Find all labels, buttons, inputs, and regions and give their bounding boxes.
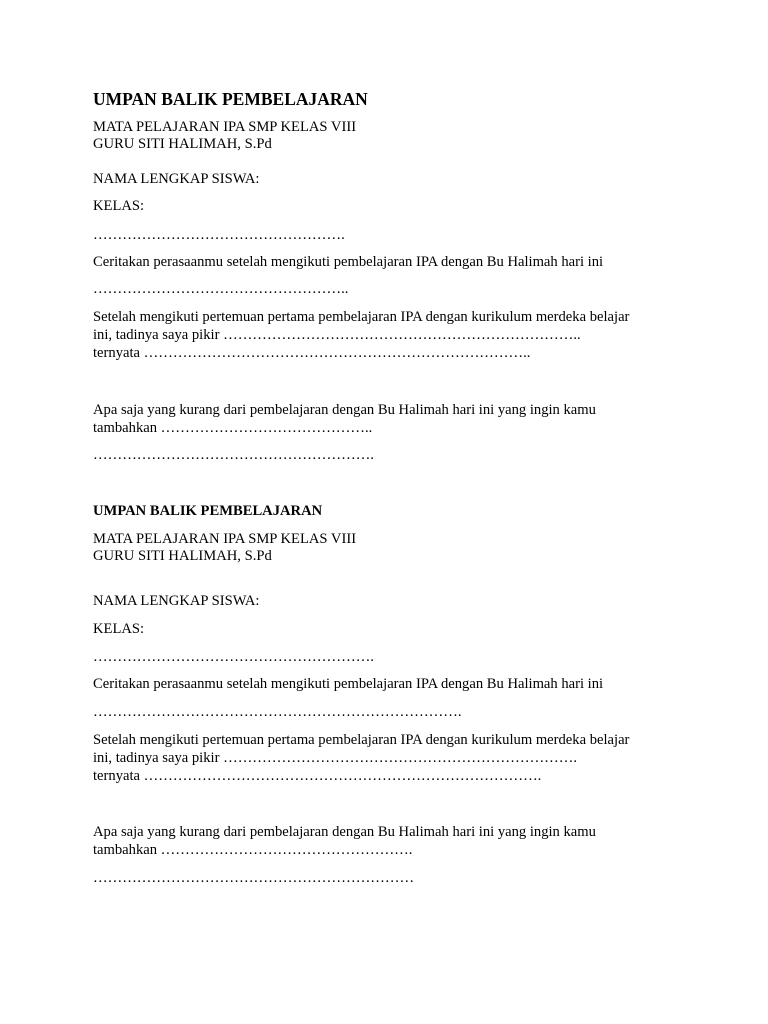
form-2-question-3-line-2: tambahkan ……………………………………………. xyxy=(93,842,413,858)
form-2-title: UMPAN BALIK PEMBELAJARAN xyxy=(93,503,323,519)
form-1-subject: MATA PELAJARAN IPA SMP KELAS VIII xyxy=(93,119,357,135)
form-2-question-3-dots: ………………………………………………………… xyxy=(93,870,415,886)
form-1-question-3-dots: …………………………………………………. xyxy=(93,447,374,463)
form-1-name-label: NAMA LENGKAP SISWA: xyxy=(93,171,260,187)
form-2-class-dots: …………………………………………………. xyxy=(93,649,374,665)
form-1-question-1-dots: …………………………………………….. xyxy=(93,281,349,297)
form-1-question-2-line-1: Setelah mengikuti pertemuan pertama pembelajaran IPA dengan kurikulum merdeka belajar xyxy=(93,309,630,325)
form-1-question-3-line-2: tambahkan …………………………………….. xyxy=(93,420,373,436)
form-2-subject: MATA PELAJARAN IPA SMP KELAS VIII xyxy=(93,531,357,547)
form-1-teacher: GURU SITI HALIMAH, S.Pd xyxy=(93,136,272,152)
form-2-name-label: NAMA LENGKAP SISWA: xyxy=(93,593,260,609)
form-2-question-1: Ceritakan perasaanmu setelah mengikuti pembelajaran IPA dengan Bu Halimah hari ini xyxy=(93,676,604,692)
form-2-question-1-dots: …………………………………………………………………. xyxy=(93,704,462,720)
form-1-class-label: KELAS: xyxy=(93,198,145,214)
form-1-title: UMPAN BALIK PEMBELAJARAN xyxy=(93,89,368,109)
form-2-question-2-line-3: ternyata ………………………………………………………………………. xyxy=(93,768,542,784)
form-1-class-dots: ……………………………………………. xyxy=(93,227,345,243)
form-1-question-1: Ceritakan perasaanmu setelah mengikuti pembelajaran IPA dengan Bu Halimah hari ini xyxy=(93,254,604,270)
form-2-question-2-line-2: ini, tadinya saya pikir ………………………………………………………………. xyxy=(93,750,577,766)
form-2-question-3-line-1: Apa saja yang kurang dari pembelajaran dengan Bu Halimah hari ini yang ingin kamu xyxy=(93,824,596,840)
form-2-question-2-line-1: Setelah mengikuti pertemuan pertama pembelajaran IPA dengan kurikulum merdeka belajar xyxy=(93,732,630,748)
form-2-teacher: GURU SITI HALIMAH, S.Pd xyxy=(93,548,272,564)
form-1-question-2-line-2: ini, tadinya saya pikir ……………………………………………………………….. xyxy=(93,327,581,343)
form-1-question-2-line-3: ternyata …………………………………………………………………….. xyxy=(93,345,531,361)
form-1-question-3-line-1: Apa saja yang kurang dari pembelajaran dengan Bu Halimah hari ini yang ingin kamu xyxy=(93,402,596,418)
form-2-class-label: KELAS: xyxy=(93,621,145,637)
